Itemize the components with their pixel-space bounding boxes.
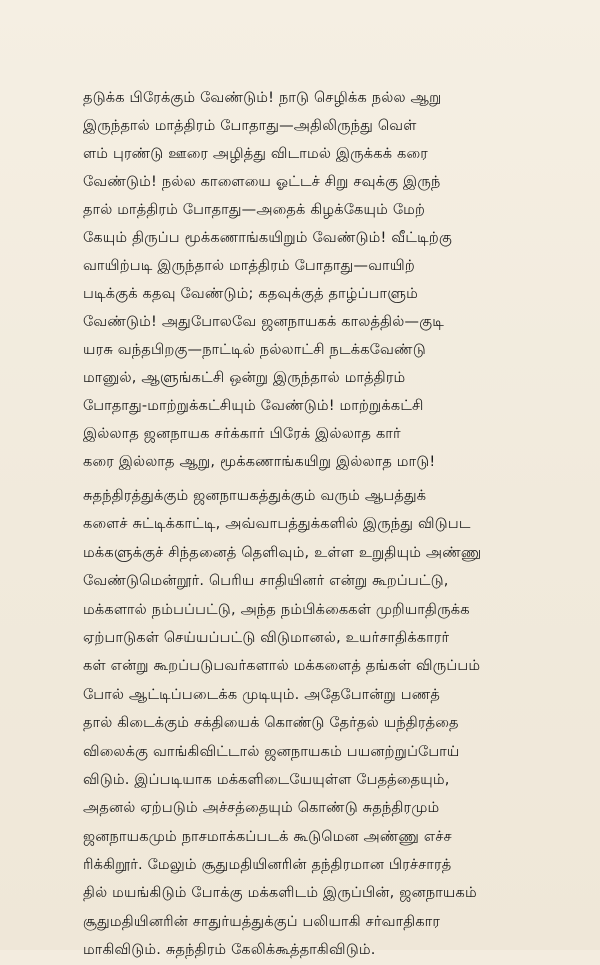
text-line: வாயிற்படி இருந்தால் மாத்திரம் போதாது—வாயிற் [83,258,415,274]
text-line: மக்களால் நம்பப்பட்டு, அந்த நம்பிக்கைகள் முறியாதிருக்க [83,601,470,618]
text-line: வேண்டும்! நல்ல காளையை ஓட்டச் சிறு சவுக்கு இருந் [83,174,441,190]
text-line: மானுல், ஆளுங்கட்சி ஒன்று இருந்தால் மாத்திரம் [83,370,406,386]
text-line: விடும். இப்படியாக மக்களிடையேயுள்ள பேதத்தையும், [83,771,450,788]
text-line: படிக்குக் கதவு வேண்டும்; கதவுக்குத் தாழ்ப்பாளும் [83,286,418,302]
text-line: மாகிவிடும். சுதந்திரம் கேலிக்கூத்தாகிவிடும். [83,942,376,959]
text-line: தில் மயங்கிடும் போக்கு மக்களிடம் இருப்பின், ஜனநாயகம் [83,885,477,902]
text-line: வேண்டும்! அதுபோலவே ஜனநாயகக் காலத்தில்—குடி [83,314,444,330]
text-line: சுதந்திரத்துக்கும் ஜனநாயகத்துக்கும் வரும் ஆபத்துக் [83,488,427,504]
text-line: ளம் புரண்டு ஊரை அழித்து விடாமல் இருக்கக் கரை [83,146,428,162]
paragraph-1 [83,84,568,476]
text-line: கேயும் திருப்ப மூக்கணாங்கயிறும் வேண்டும்! வீட்டிற்கு [83,230,452,246]
text-line: தடுக்க பிரேக்கும் வேண்டும்! நாடு செழிக்க நல்ல ஆறு [83,90,442,106]
text-line: விலைக்கு வாங்கிவிட்டால் ஜனநாயகம் பயனற்றுப்போய் [83,743,460,760]
text-line: கரை இல்லாத ஆறு, மூக்கணாங்கயிறு இல்லாத மாடு! [83,454,436,470]
text-line: ஜனநாயகமும் நாசமாக்கப்படக் கூடுமென அண்ணு எச்ச [83,828,452,845]
text-line: இருந்தால் மாத்திரம் போதாது—அதிலிருந்து வெள் [83,118,417,134]
text-line: யரசு வந்தபிறகு—நாட்டில் நல்லாட்சி நடக்கவேண்டு [83,342,426,358]
text-line: போல் ஆட்டிப்படைக்க முடியும். அதேபோன்று பணத் [83,686,441,703]
text-line: களைச் சுட்டிக்காட்டி, அவ்வாபத்துக்களில் இருந்து விடுபட [83,516,471,533]
text-line: கள் என்று கூறப்படுபவர்களால் மக்களைத் தங்கள் விருப்பம் [83,658,481,675]
text-line: தால் மாத்திரம் போதாது—அதைக் கிழக்கேயும் மேற் [83,202,426,218]
text-line: ரிக்கிறூர். மேலும் சூதுமதியினரின் தந்திரமான பிரச்சாரத் [83,857,452,874]
text-line: தால் கிடைக்கும் சக்தியைக் கொண்டு தேர்தல் யந்திரத்தை [83,715,459,732]
text-line: சூதுமதியினரின் சாதுர்யத்துக்குப் பலியாகி சர்வாதிகார [83,913,441,930]
text-line: வேண்டுமென்றூர். பெரிய சாதியினர் என்று கூறப்பட்டு, [83,573,449,590]
text-line: இல்லாத ஜனநாயக சர்க்கார் பிரேக் இல்லாத கார் [83,426,401,442]
text-line: ஏற்பாடுகள் செய்யப்பட்டு விடுமானல், உயர்சாதிக்காரர் [83,629,450,646]
paragraph-2 [83,482,568,965]
text-line: அதனல் ஏற்படும் அச்சத்தையும் கொண்டு சுதந்திரமும் [83,800,440,817]
text-line: மக்களுக்குச் சிந்தனைத் தெளிவும், உள்ள உறுதியும் அண்ணு [83,544,482,561]
text-line: போதாது-மாற்றுக்கட்சியும் வேண்டும்! மாற்றுக்கட்சி [83,398,424,414]
